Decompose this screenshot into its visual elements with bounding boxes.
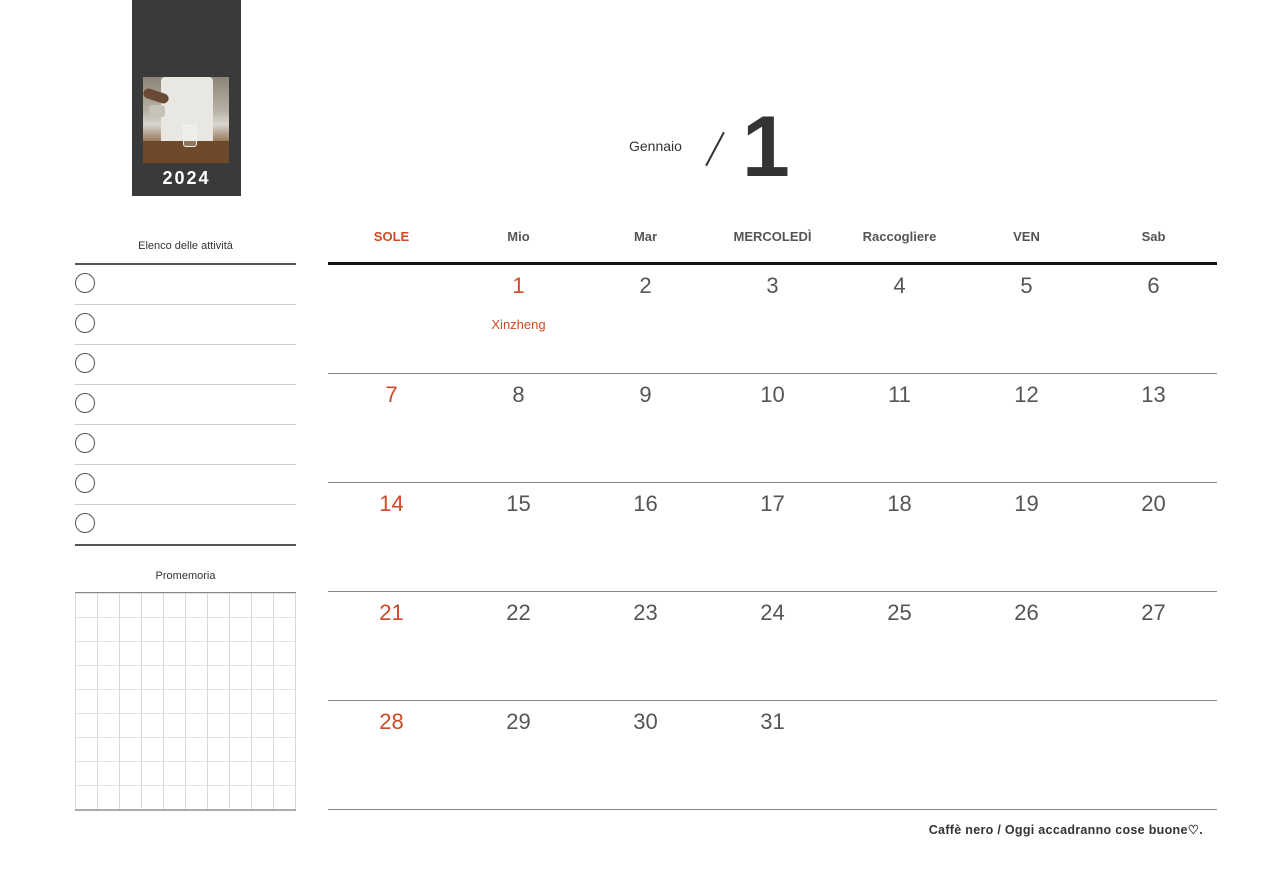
weekday-label: Sab	[1141, 229, 1166, 244]
day-cell[interactable]	[709, 265, 836, 373]
todo-row[interactable]	[75, 465, 296, 505]
day-number: 29	[506, 709, 531, 734]
day-number: 10	[760, 382, 785, 407]
day-cell[interactable]	[963, 701, 1090, 809]
day-cell[interactable]	[1090, 701, 1217, 809]
month-name: Gennaio	[629, 138, 682, 154]
day-cell[interactable]	[709, 701, 836, 809]
day-number: 21	[379, 600, 404, 625]
day-number: 27	[1141, 600, 1166, 625]
day-cell[interactable]	[582, 374, 709, 482]
weekday-label: MERCOLEDÌ	[733, 229, 812, 244]
day-cell[interactable]	[1090, 592, 1217, 700]
day-cell[interactable]	[328, 701, 455, 809]
todo-checkbox[interactable]	[75, 393, 95, 413]
footer-note: Caffè nero / Oggi accadranno cose buone♡.	[928, 823, 1203, 837]
week-row	[328, 265, 1217, 374]
week-row	[328, 701, 1217, 810]
todo-row[interactable]	[75, 505, 296, 544]
day-number: 11	[888, 382, 911, 407]
day-number: 2	[639, 273, 652, 298]
day-number: 13	[1141, 382, 1166, 407]
todo-row[interactable]	[75, 425, 296, 465]
day-cell[interactable]	[709, 483, 836, 591]
memo-title: Promemoria	[155, 570, 216, 582]
day-number: 24	[760, 600, 785, 625]
day-number: 23	[633, 600, 658, 625]
day-cell[interactable]	[328, 483, 455, 591]
day-cell[interactable]	[328, 592, 455, 700]
todo-checkbox[interactable]	[75, 513, 95, 533]
day-number: 17	[760, 491, 785, 516]
day-number: 20	[1141, 491, 1166, 516]
day-cell[interactable]	[963, 265, 1090, 373]
day-number: 25	[887, 600, 912, 625]
day-number: 5	[1020, 273, 1033, 298]
weekday-header	[328, 222, 1217, 265]
day-cell[interactable]	[963, 483, 1090, 591]
weekday-label: Raccogliere	[862, 229, 937, 244]
day-cell[interactable]	[582, 483, 709, 591]
holiday-note: Xinzheng	[491, 317, 546, 332]
todo-row[interactable]	[75, 265, 296, 305]
todo-row[interactable]	[75, 345, 296, 385]
day-cell[interactable]	[963, 592, 1090, 700]
day-number: 22	[506, 600, 531, 625]
memo-grid[interactable]	[75, 592, 296, 811]
calendar-weeks	[328, 265, 1217, 810]
day-cell[interactable]	[836, 592, 963, 700]
day-number: 1	[512, 273, 525, 298]
week-row	[328, 483, 1217, 592]
todo-row[interactable]	[75, 385, 296, 425]
calendar	[328, 222, 1217, 810]
day-cell[interactable]	[963, 374, 1090, 482]
day-cell[interactable]	[1090, 265, 1217, 373]
todo-checkbox[interactable]	[75, 433, 95, 453]
month-divider	[705, 132, 725, 166]
day-number: 19	[1014, 491, 1039, 516]
todo-checkbox[interactable]	[75, 473, 95, 493]
todo-checkbox[interactable]	[75, 313, 95, 333]
day-number: 30	[633, 709, 658, 734]
todo-row[interactable]	[75, 305, 296, 345]
coffee-photo	[143, 77, 229, 163]
day-number	[836, 701, 963, 709]
day-cell[interactable]	[328, 374, 455, 482]
day-cell[interactable]	[328, 265, 455, 373]
month-number: 1	[742, 99, 790, 195]
weekday-label: Mar	[633, 229, 658, 244]
todo-checkbox[interactable]	[75, 273, 95, 293]
todo-title: Elenco delle attività	[138, 240, 233, 252]
day-number: 15	[506, 491, 531, 516]
week-row	[328, 592, 1217, 701]
day-number: 8	[512, 382, 525, 407]
day-number: 28	[379, 709, 404, 734]
weekday-label: VEN	[1013, 229, 1040, 244]
day-cell[interactable]	[836, 374, 963, 482]
day-cell[interactable]	[455, 701, 582, 809]
day-cell[interactable]	[1090, 483, 1217, 591]
todo-list	[75, 263, 296, 546]
day-number: 6	[1147, 273, 1160, 298]
day-number: 7	[385, 382, 398, 407]
day-cell[interactable]	[836, 701, 963, 809]
day-cell[interactable]	[582, 265, 709, 373]
day-number: 31	[760, 709, 785, 734]
day-cell[interactable]	[455, 265, 582, 373]
day-number: 4	[893, 273, 906, 298]
day-cell[interactable]	[836, 483, 963, 591]
day-number	[1090, 701, 1217, 709]
day-number: 26	[1014, 600, 1039, 625]
todo-checkbox[interactable]	[75, 353, 95, 373]
day-cell[interactable]	[455, 374, 582, 482]
weekday-label: SOLE	[373, 229, 410, 244]
day-cell[interactable]	[709, 592, 836, 700]
day-number: 16	[633, 491, 658, 516]
year-card	[132, 0, 241, 196]
day-cell[interactable]	[455, 592, 582, 700]
day-number: 12	[1014, 382, 1039, 407]
day-cell[interactable]	[455, 483, 582, 591]
day-number	[328, 265, 455, 273]
day-number: 14	[379, 491, 404, 516]
week-row	[328, 374, 1217, 483]
day-cell[interactable]	[836, 265, 963, 373]
day-cell[interactable]	[1090, 374, 1217, 482]
day-cell[interactable]	[709, 374, 836, 482]
weekday-label: Mio	[507, 229, 530, 244]
day-number: 3	[766, 273, 779, 298]
day-number: 9	[639, 382, 652, 407]
day-number: 18	[887, 491, 912, 516]
year-label: 2024	[162, 168, 211, 188]
day-cell[interactable]	[582, 701, 709, 809]
day-number	[963, 701, 1090, 709]
day-cell[interactable]	[582, 592, 709, 700]
